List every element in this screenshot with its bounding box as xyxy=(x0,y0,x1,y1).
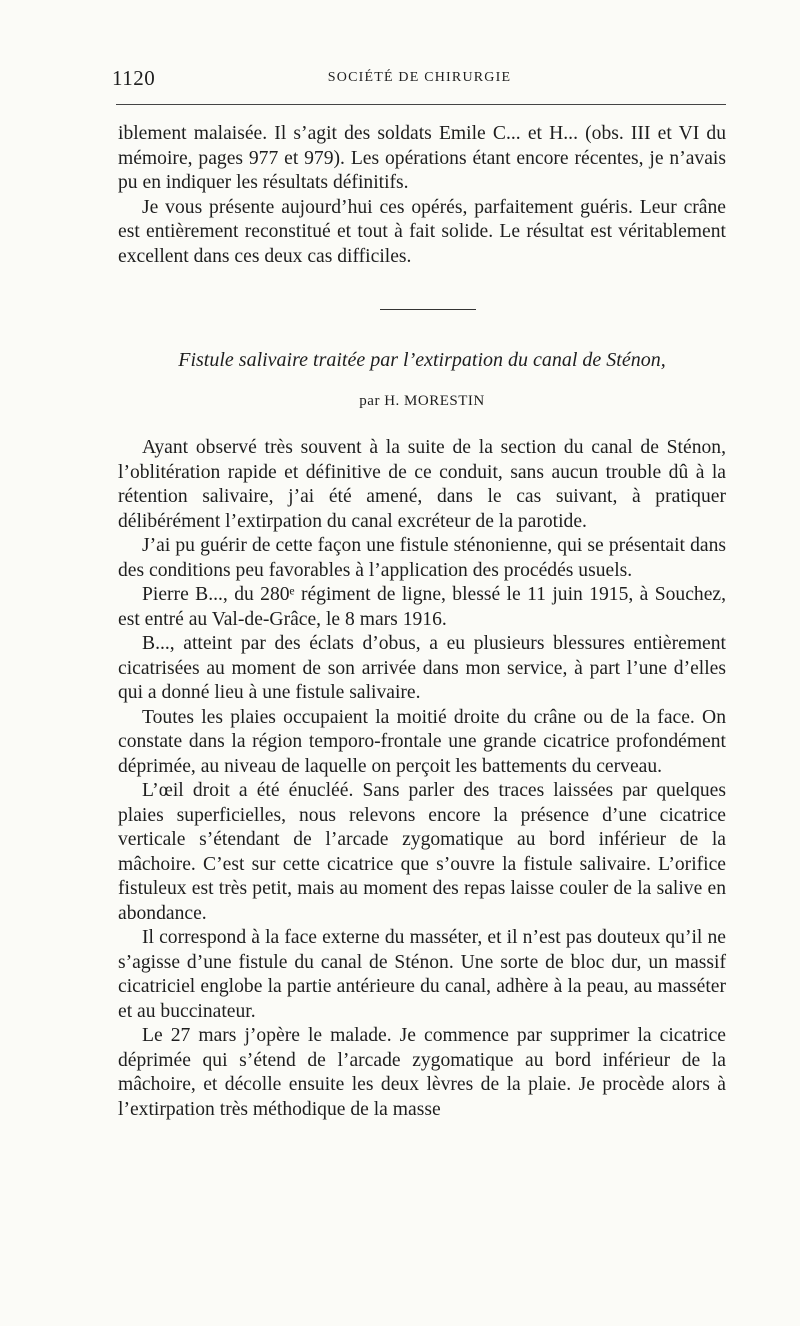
paragraph: J’ai pu guérir de cette façon une fistule sténonienne, qui se présentait dans des conditions peu favorables à l’application des procédés usuels. xyxy=(118,535,726,581)
paragraph: Ayant observé très souvent à la suite de la section du canal de Sténon, l’oblitération rapide et définitive de ce conduit, sans aucun trouble dû à la rétention salivaire, j’ai été amené, dans le cas suivant, à pratiquer délibérément l’extirpation du canal excréteur de la parotide. xyxy=(118,437,726,532)
paragraph: L’œil droit a été énucléé. Sans parler des traces laissées par quelques plaies superficielles, nous relevons encore la présence d’une cicatrice verticale s’étendant de l’arcade zygomatique au bord inférieur de la mâchoire. C’est sur cette cicatrice que s’ouvre la fistule salivaire. L’orifice fistuleux est très petit, mais au moment des repas laisse couler de la salive en abondance. xyxy=(118,780,726,924)
previous-section-text xyxy=(118,122,726,269)
paragraph: Pierre B..., du 280ᵉ régiment de ligne, blessé le 11 juin 1915, à Souchez, est entré au Val-de-Grâce, le 8 mars 1916. xyxy=(118,584,726,630)
article-body xyxy=(118,436,726,1122)
paragraph: Le 27 mars j’opère le malade. Je commence par supprimer la cicatrice déprimée qui s’étend de l’arcade zygomatique au bord inférieur de la mâchoire, et décolle ensuite les deux lèvres de la plaie. Je procède alors à l’extirpation très méthodique de la masse xyxy=(118,1025,726,1120)
page-header xyxy=(112,66,727,96)
paragraph: iblement malaisée. Il s’agit des soldats Emile C... et H... (obs. III et VI du mémoire, pages 977 et 979). Les opérations étant encore récentes, je n’avais pu en indiquer les résultats définitifs. xyxy=(118,123,726,193)
paragraph: B..., atteint par des éclats d’obus, a eu plusieurs blessures entièrement cicatrisées au moment de son arrivée dans mon service, à part l’une d’elles qui a donné lieu à une fistule salivaire. xyxy=(118,633,726,703)
running-title: SOCIÉTÉ DE CHIRURGIE xyxy=(327,70,512,85)
section-separator xyxy=(380,309,476,310)
paragraph: Je vous présente aujourd’hui ces opérés, parfaitement guéris. Leur crâne est entièrement reconstitué et tout à fait solide. Le résultat est véritablement excellent dans ces deux cas difficiles. xyxy=(118,196,726,267)
paragraph: Toutes les plaies occupaient la moitié droite du crâne ou de la face. On constate dans la région temporo-frontale une grande cicatrice profondément déprimée, au niveau de laquelle on perçoit les battements du cerveau. xyxy=(118,706,726,777)
paragraph: Il correspond à la face externe du masséter, et il n’est pas douteux qu’il ne s’agisse d’une fistule du canal de Sténon. Une sorte de bloc dur, un massif cicatriciel englobe la partie antérieure du canal, adhère à la peau, au masséter et au buccinateur. xyxy=(118,927,726,1022)
header-rule xyxy=(116,104,726,105)
article-title: Fistule salivaire traitée par l’extirpation du canal de Sténon, xyxy=(178,349,666,371)
page-number: 1120 xyxy=(112,66,156,90)
article-byline: par H. MORESTIN xyxy=(359,393,485,409)
